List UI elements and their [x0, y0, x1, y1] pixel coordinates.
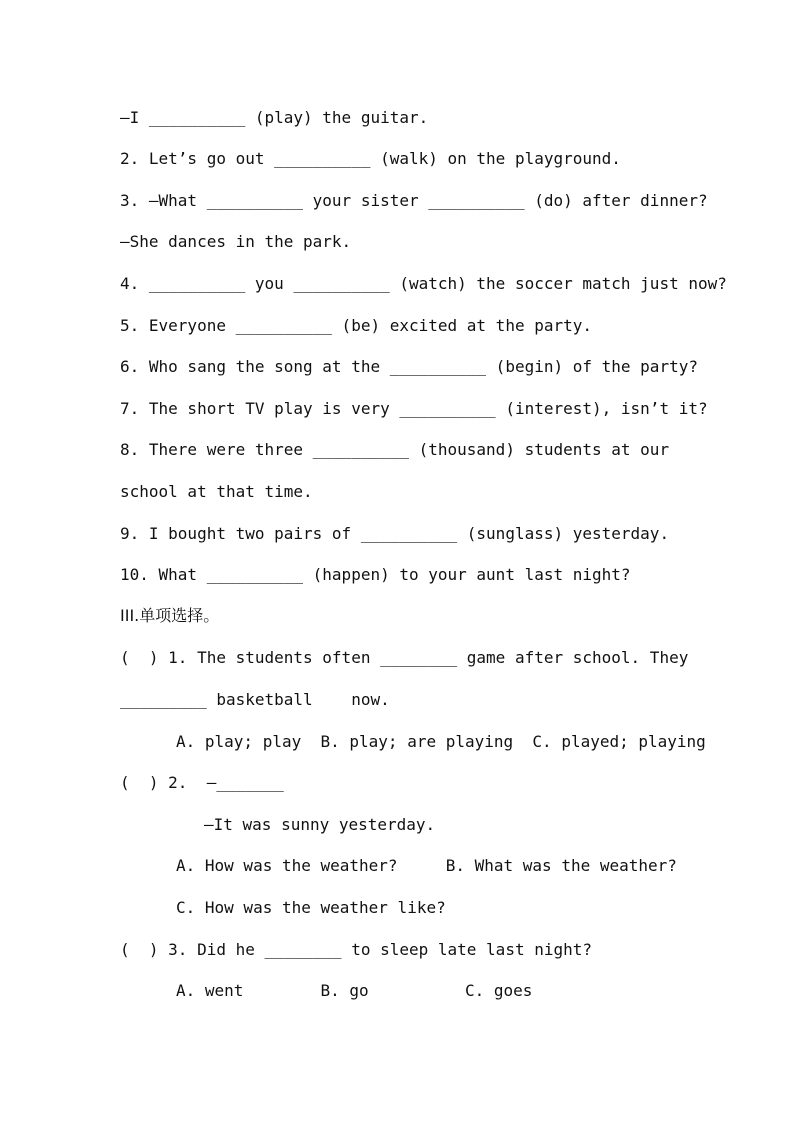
section-heading: III.单项选择。 — [120, 606, 220, 625]
exercise-line-10: 10. What __________ (happen) to your aunt last night? — [120, 565, 631, 584]
exercise-line-2: 2. Let’s go out __________ (walk) on the playground. — [120, 149, 621, 168]
exercise-line-9: 9. I bought two pairs of __________ (sunglass) yesterday. — [120, 524, 670, 543]
question-1-stem-cont: _________ basketball now. — [120, 690, 390, 709]
exercise-line-5: 5. Everyone __________ (be) excited at the party. — [120, 316, 593, 335]
exercise-line-3: 3. —What __________ your sister __________ (do) after dinner? — [120, 191, 708, 210]
question-3-options: A. went B. go C. goes — [176, 981, 533, 1000]
exercise-line-7: 7. The short TV play is very __________ (interest), isn’t it? — [120, 399, 708, 418]
exercise-line-4: 4. __________ you __________ (watch) the soccer match just now? — [120, 274, 727, 293]
exercise-line-1: —I __________ (play) the guitar. — [120, 108, 429, 127]
exercise-line-3-answer: —She dances in the park. — [120, 232, 352, 251]
question-3-stem: ( ) 3. Did he ________ to sleep late last night? — [120, 940, 593, 959]
exercise-line-8: 8. There were three __________ (thousand) students at our — [120, 440, 670, 459]
question-2-stem: ( ) 2. —_______ — [120, 773, 284, 792]
question-2-options-ab: A. How was the weather? B. What was the weather? — [176, 856, 677, 875]
question-2-dialogue: —It was sunny yesterday. — [204, 815, 436, 834]
question-2-options-c: C. How was the weather like? — [176, 898, 446, 917]
question-1-stem: ( ) 1. The students often ________ game after school. They — [120, 648, 689, 667]
exercise-line-6: 6. Who sang the song at the __________ (begin) of the party? — [120, 357, 698, 376]
exercise-line-8-cont: school at that time. — [120, 482, 313, 501]
question-1-options: A. play; play B. play; are playing C. played; playing — [176, 732, 706, 751]
